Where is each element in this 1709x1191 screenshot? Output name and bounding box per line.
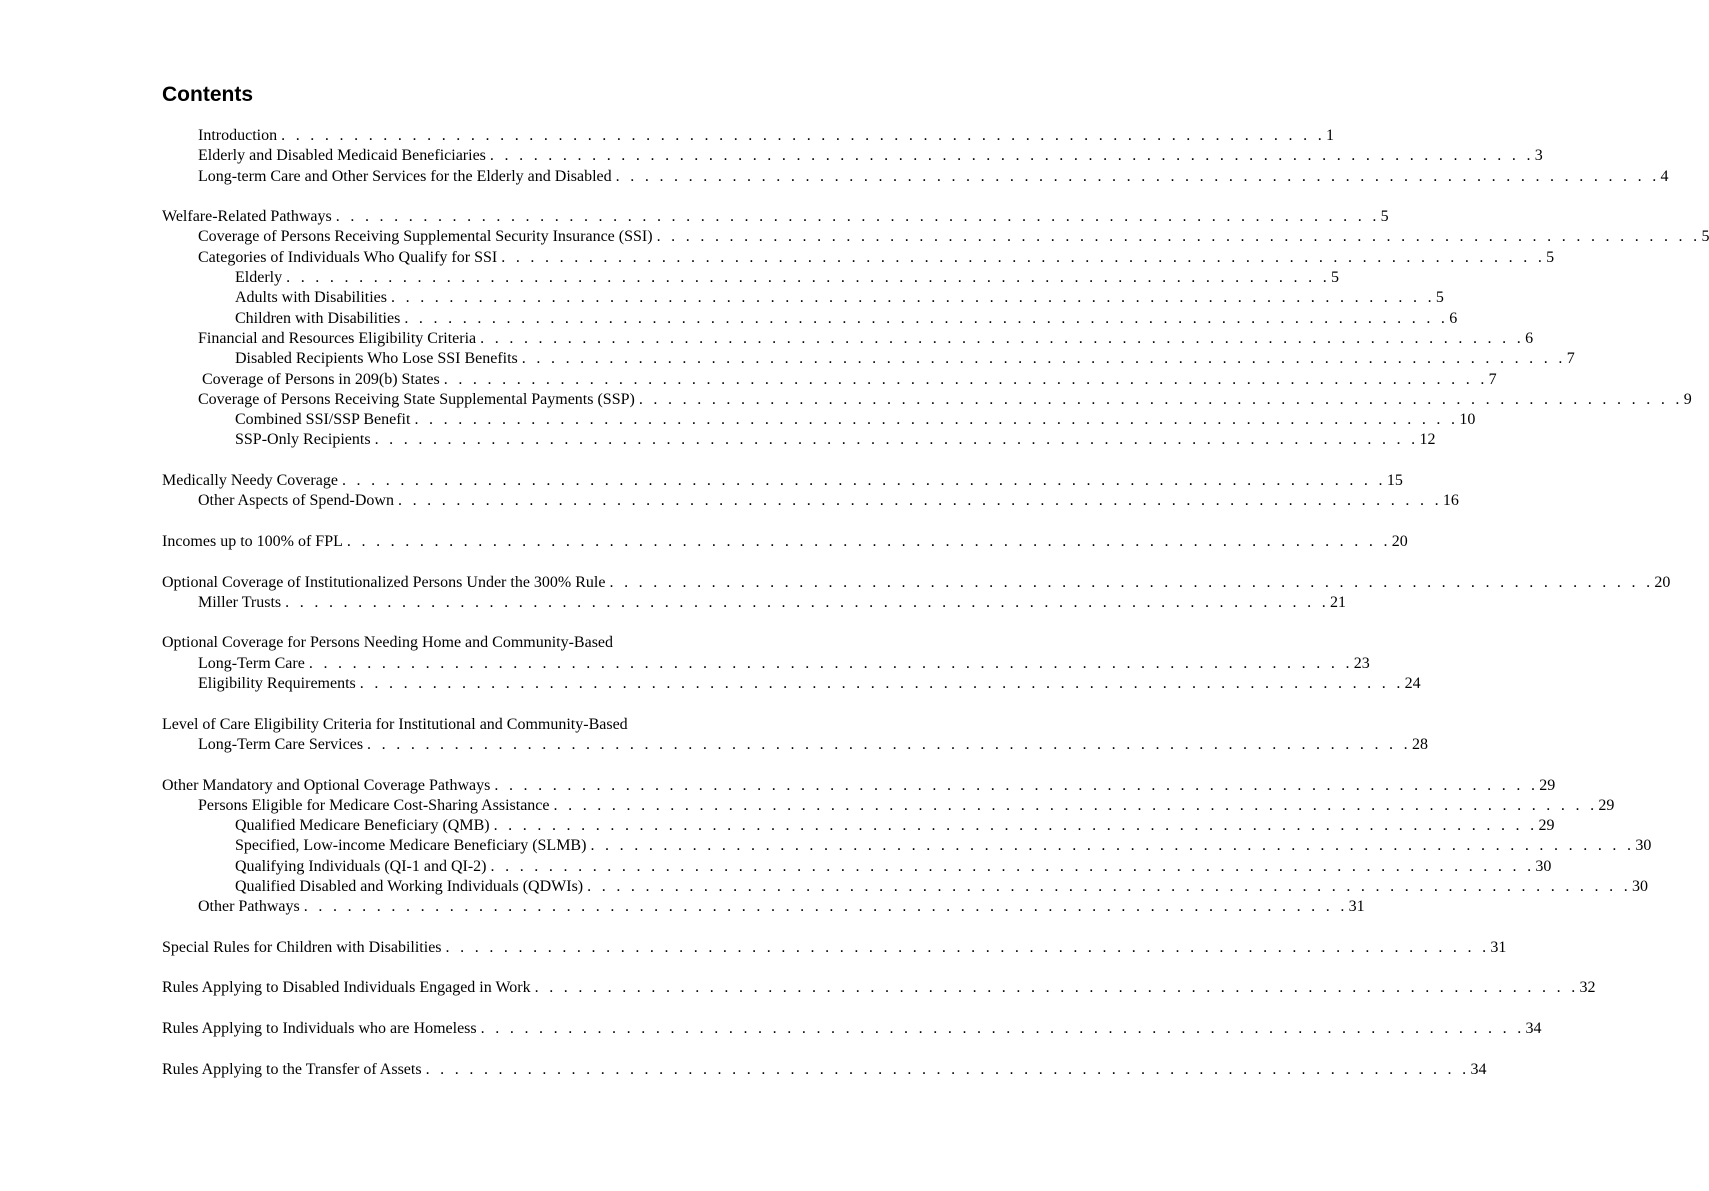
dot-leader: . . . . . . . . . . . . . . . . . . . . . . . . . . . . . . . . . . . . . . . . . . . . . . . . . . . . . . . . . . . . . . . . . . . . . . . .	[286, 269, 1330, 287]
dot-leader: . . . . . . . . . . . . . . . . . . . . . . . . . . . . . . . . . . . . . . . . . . . . . . . . . . . . . . . . . . . . . . . . . . . . . . . .	[638, 390, 1683, 408]
toc-entry[interactable]	[162, 857, 1552, 877]
dot-leader: . . . . . . . . . . . . . . . . . . . . . . . . . . . . . . . . . . . . . . . . . . . . . . . . . . . . . . . . . . . . . . . . . . . . . . . .	[425, 1060, 1470, 1078]
dot-leader: . . . . . . . . . . . . . . . . . . . . . . . . . . . . . . . . . . . . . . . . . . . . . . . . . . . . . . . . . . . . . . . . . . . . . . . .	[285, 593, 1330, 611]
toc-entry[interactable]	[162, 836, 1652, 856]
toc-entry-title: Long-term Care and Other Services for the Elderly and Disabled	[198, 167, 612, 185]
toc-entry-page: 20	[1654, 573, 1671, 591]
dot-leader: . . . . . . . . . . . . . . . . . . . . . . . . . . . . . . . . . . . . . . . . . . . . . . . . . . . . . . . . . . . . . . . . . . . . . . . .	[374, 431, 1419, 449]
toc-entry-page: 10	[1459, 411, 1476, 429]
toc-entry[interactable]	[162, 309, 1458, 329]
toc-entry-page: 6	[1449, 309, 1458, 327]
toc-entry-title: Medically Needy Coverage	[162, 472, 338, 490]
toc-entry-title: Miller Trusts	[198, 593, 282, 611]
dot-leader: . . . . . . . . . . . . . . . . . . . . . . . . . . . . . . . . . . . . . . . . . . . . . . . . . . . . . . . . . . . . . . . . . . . . . . . .	[489, 147, 1534, 165]
toc-entry[interactable]	[162, 126, 1334, 146]
dot-leader: . . . . . . . . . . . . . . . . . . . . . . . . . . . . . . . . . . . . . . . . . . . . . . . . . . . . . . . . . . . . . . . . . . . . . . . .	[346, 532, 1391, 550]
toc-entry[interactable]	[162, 370, 1497, 390]
toc-entry-title: Qualified Medicare Beneficiary (QMB)	[235, 817, 490, 835]
toc-entry-title: Welfare-Related Pathways	[162, 208, 332, 226]
toc-entry-title: SSP-Only Recipients	[235, 431, 371, 449]
toc-entry-page: 29	[1598, 796, 1615, 814]
toc-entry-title: Coverage of Persons Receiving Supplemental Security Insurance (SSI)	[198, 228, 653, 246]
toc-group-intro	[162, 126, 1669, 187]
toc-entry[interactable]	[162, 532, 1408, 552]
toc-entry[interactable]	[162, 471, 1403, 491]
dot-leader: . . . . . . . . . . . . . . . . . . . . . . . . . . . . . . . . . . . . . . . . . . . . . . . . . . . . . . . . . . . . . . . . . . . . . . . .	[590, 837, 1635, 855]
toc-entry-page: 15	[1386, 472, 1403, 490]
dot-leader: . . . . . . . . . . . . . . . . . . . . . . . . . . . . . . . . . . . . . . . . . . . . . . . . . . . . . . . . . . . . . . . . . . . . . . . .	[359, 675, 1404, 693]
toc-entry-title: Introduction	[198, 127, 278, 144]
toc-entry-page: 5	[1546, 248, 1555, 266]
dot-leader: . . . . . . . . . . . . . . . . . . . . . . . . . . . . . . . . . . . . . . . . . . . . . . . . . . . . . . . . . . . . . . . . . . . . . . . .	[615, 167, 1660, 185]
dot-leader: . . . . . . . . . . . . . . . . . . . . . . . . . . . . . . . . . . . . . . . . . . . . . . . . . . . . . . . . . . . . . . . . . . . . . . . .	[553, 796, 1598, 814]
toc-entry-title: Persons Eligible for Medicare Cost-Sharing Assistance	[198, 796, 550, 814]
toc-entry-title: Incomes up to 100% of FPL	[162, 532, 343, 550]
toc-entry-page: 31	[1348, 898, 1365, 916]
dot-leader: . . . . . . . . . . . . . . . . . . . . . . . . . . . . . . . . . . . . . . . . . . . . . . . . . . . . . . . . . . . . . . . . . . . . . . . .	[391, 289, 1435, 307]
toc-entry-title: Rules Applying to the Transfer of Assets	[162, 1060, 422, 1078]
toc-entry-title: Adults with Disabilities	[235, 289, 387, 307]
toc-group-level-of-care	[162, 715, 1428, 756]
toc-entry-title: Elderly and Disabled Medicaid Beneficiaries	[198, 147, 486, 165]
toc-entry-title: Rules Applying to Individuals who are Homeless	[162, 1020, 477, 1038]
toc-entry-title: Combined SSI/SSP Benefit	[235, 411, 411, 429]
toc-entry-page: 30	[1535, 857, 1552, 875]
toc-entry-page: 5	[1331, 269, 1339, 287]
toc-entry-title: Qualifying Individuals (QI-1 and QI-2)	[235, 857, 487, 875]
toc-entry-title: Long-Term Care Services	[198, 735, 364, 753]
toc-entry-page: 31	[1490, 938, 1507, 956]
toc-entry[interactable]	[162, 938, 1507, 958]
toc-entry-title: Financial and Resources Eligibility Criteria	[198, 329, 477, 347]
toc-entry-page: 23	[1353, 654, 1370, 672]
toc-group-children	[162, 938, 1507, 958]
toc-entry[interactable]	[162, 288, 1444, 308]
table-of-contents	[162, 126, 1709, 1100]
toc-entry-page: 29	[1539, 776, 1556, 794]
toc-entry[interactable]	[162, 978, 1596, 998]
dot-leader: . . . . . . . . . . . . . . . . . . . . . . . . . . . . . . . . . . . . . . . . . . . . . . . . . . . . . . . . . . . . . . . . . . . . . . . .	[445, 938, 1490, 956]
toc-group-other-pathways	[162, 776, 1652, 918]
toc-entry-title: Other Mandatory and Optional Coverage Pathways	[162, 776, 491, 794]
toc-group-transfer-assets	[162, 1060, 1487, 1080]
dot-leader: . . . . . . . . . . . . . . . . . . . . . . . . . . . . . . . . . . . . . . . . . . . . . . . . . . . . . . . . . . . . . . . . . . . . . . . .	[490, 857, 1535, 875]
toc-entry-page: 3	[1534, 147, 1543, 165]
toc-entry-page: 32	[1579, 979, 1596, 997]
dot-leader: . . . . . . . . . . . . . . . . . . . . . . . . . . . . . . . . . . . . . . . . . . . . . . . . . . . . . . . . . . . . . . . . . . . . . . . .	[534, 979, 1579, 997]
toc-entry[interactable]	[162, 349, 1575, 369]
toc-entry-page: 29	[1538, 817, 1555, 835]
toc-entry-page: 16	[1442, 492, 1459, 510]
toc-entry[interactable]	[162, 735, 1428, 755]
toc-entry[interactable]	[162, 796, 1615, 816]
dot-leader: . . . . . . . . . . . . . . . . . . . . . . . . . . . . . . . . . . . . . . . . . . . . . . . . . . . . . . . . . . . . . . . . . . . . . . . .	[414, 411, 1459, 429]
toc-entry-page: 6	[1525, 329, 1534, 347]
dot-leader: . . . . . . . . . . . . . . . . . . . . . . . . . . . . . . . . . . . . . . . . . . . . . . . . . . . . . . . . . . . . . . . . . . . . . . . .	[493, 817, 1538, 835]
toc-entry-page: 5	[1380, 208, 1389, 226]
toc-entry[interactable]	[162, 654, 1370, 674]
toc-entry-page: 24	[1404, 675, 1421, 693]
dot-leader: . . . . . . . . . . . . . . . . . . . . . . . . . . . . . . . . . . . . . . . . . . . . . . . . . . . . . . . . . . . . . . . . . . . . . . . .	[480, 1020, 1525, 1038]
toc-entry[interactable]	[162, 268, 1339, 288]
toc-entry[interactable]	[162, 593, 1347, 613]
toc-entry[interactable]	[162, 573, 1671, 593]
contents-heading: Contents	[162, 83, 253, 106]
toc-entry-page: 1	[1326, 127, 1334, 144]
toc-group-work	[162, 978, 1596, 998]
dot-leader: . . . . . . . . . . . . . . . . . . . . . . . . . . . . . . . . . . . . . . . . . . . . . . . . . . . . . . . . . . . . . . . . . . . . . . . .	[335, 208, 1380, 226]
toc-group-welfare	[162, 207, 1709, 451]
toc-entry-title: Optional Coverage of Institutionalized Persons Under the 300% Rule	[162, 573, 606, 591]
toc-entry-title: Qualified Disabled and Working Individuals (QDWIs)	[235, 877, 584, 895]
toc-entry-page: 21	[1330, 593, 1347, 611]
toc-entry-title: Coverage of Persons Receiving State Supplemental Payments (SSP)	[198, 390, 635, 408]
dot-leader: . . . . . . . . . . . . . . . . . . . . . . . . . . . . . . . . . . . . . . . . . . . . . . . . . . . . . . . . . . . . . . . . . . . . . . . .	[397, 492, 1442, 510]
toc-entry-page: 34	[1470, 1060, 1487, 1078]
toc-entry-title: Other Pathways	[198, 898, 300, 916]
toc-entry-page: 28	[1411, 735, 1428, 753]
dot-leader: . . . . . . . . . . . . . . . . . . . . . . . . . . . . . . . . . . . . . . . . . . . . . . . . . . . . . . . . . . . . . . . . . . . . . . . .	[521, 350, 1566, 368]
toc-entry-page: 5	[1435, 289, 1444, 307]
toc-entry-title-line[interactable]: Optional Coverage for Persons Needing Home and Community-Based	[162, 634, 614, 652]
toc-entry-title: Other Aspects of Spend-Down	[198, 492, 394, 510]
toc-entry[interactable]	[162, 390, 1692, 410]
toc-entry-title: Elderly	[235, 269, 283, 287]
dot-leader: . . . . . . . . . . . . . . . . . . . . . . . . . . . . . . . . . . . . . . . . . . . . . . . . . . . . . . . . . . . . . . . . . . . . . . . .	[303, 898, 1348, 916]
dot-leader: . . . . . . . . . . . . . . . . . . . . . . . . . . . . . . . . . . . . . . . . . . . . . . . . . . . . . . . . . . . . . . . . . . . . . . . .	[587, 877, 1632, 895]
toc-entry[interactable]	[162, 329, 1534, 349]
toc-entry-page: 9	[1683, 390, 1692, 408]
dot-leader: . . . . . . . . . . . . . . . . . . . . . . . . . . . . . . . . . . . . . . . . . . . . . . . . . . . . . . . . . . . . . . . . . . . . . . . .	[501, 248, 1546, 266]
toc-entry-title: Long-Term Care	[198, 654, 305, 672]
toc-entry[interactable]	[162, 227, 1709, 247]
toc-group-fpl	[162, 532, 1408, 552]
dot-leader: . . . . . . . . . . . . . . . . . . . . . . . . . . . . . . . . . . . . . . . . . . . . . . . . . . . . . . . . . . . . . . . . . . . . . . . .	[404, 309, 1449, 327]
toc-entry[interactable]	[162, 207, 1389, 227]
toc-entry-title: Special Rules for Children with Disabilities	[162, 938, 442, 956]
toc-entry-title: Rules Applying to Disabled Individuals Engaged in Work	[162, 979, 531, 997]
toc-entry[interactable]	[162, 248, 1555, 268]
toc-entry[interactable]	[162, 491, 1459, 511]
dot-leader: . . . . . . . . . . . . . . . . . . . . . . . . . . . . . . . . . . . . . . . . . . . . . . . . . . . . . . . . . . . . . . . . . . . . . . . .	[367, 735, 1411, 753]
toc-entry-title: Children with Disabilities	[235, 309, 401, 327]
dot-leader: . . . . . . . . . . . . . . . . . . . . . . . . . . . . . . . . . . . . . . . . . . . . . . . . . . . . . . . . . . . . . . . . . . . . . . . .	[609, 573, 1654, 591]
dot-leader: . . . . . . . . . . . . . . . . . . . . . . . . . . . . . . . . . . . . . . . . . . . . . . . . . . . . . . . . . . . . . . . . . . . . . . . .	[480, 329, 1525, 347]
toc-entry-page: 20	[1391, 532, 1408, 550]
toc-entry[interactable]	[162, 816, 1555, 836]
toc-group-homeless	[162, 1019, 1542, 1039]
toc-entry-page: 7	[1488, 370, 1497, 388]
dot-leader: . . . . . . . . . . . . . . . . . . . . . . . . . . . . . . . . . . . . . . . . . . . . . . . . . . . . . . . . . . . . . . . . . . . . . . . .	[494, 776, 1539, 794]
dot-leader: . . . . . . . . . . . . . . . . . . . . . . . . . . . . . . . . . . . . . . . . . . . . . . . . . . . . . . . . . . . . . . . . . . . . . . . .	[308, 654, 1353, 672]
toc-entry[interactable]	[162, 146, 1543, 166]
toc-entry-title-line[interactable]: Level of Care Eligibility Criteria for Institutional and Community-Based	[162, 715, 628, 733]
toc-entry[interactable]	[162, 167, 1669, 187]
dot-leader: . . . . . . . . . . . . . . . . . . . . . . . . . . . . . . . . . . . . . . . . . . . . . . . . . . . . . . . . . . . . . . . . . . . . . . . .	[341, 472, 1386, 490]
dot-leader: . . . . . . . . . . . . . . . . . . . . . . . . . . . . . . . . . . . . . . . . . . . . . . . . . . . . . . . . . . . . . . . . . . . . . . . .	[656, 228, 1701, 246]
dot-leader: . . . . . . . . . . . . . . . . . . . . . . . . . . . . . . . . . . . . . . . . . . . . . . . . . . . . . . . . . . . . . . . . . . . . . . . .	[281, 127, 1325, 144]
toc-entry-page: 12	[1419, 431, 1436, 449]
toc-group-institutionalized	[162, 573, 1671, 614]
toc-entry[interactable]	[162, 674, 1421, 694]
toc-entry[interactable]	[162, 430, 1436, 450]
dot-leader: . . . . . . . . . . . . . . . . . . . . . . . . . . . . . . . . . . . . . . . . . . . . . . . . . . . . . . . . . . . . . . . . . . . . . . . .	[443, 370, 1488, 388]
toc-entry[interactable]	[162, 1060, 1487, 1080]
toc-entry-title: Categories of Individuals Who Qualify for SSI	[198, 248, 498, 266]
toc-entry[interactable]	[162, 877, 1649, 897]
toc-entry-title: Disabled Recipients Who Lose SSI Benefits	[235, 350, 518, 368]
toc-entry-page: 5	[1701, 228, 1709, 246]
toc-entry-page: 7	[1566, 350, 1575, 368]
toc-entry[interactable]	[162, 1019, 1542, 1039]
toc-entry-title: Coverage of Persons in 209(b) States	[202, 370, 440, 388]
toc-entry-title: Eligibility Requirements	[198, 675, 356, 693]
toc-group-home-community	[162, 633, 1421, 694]
toc-entry-page: 4	[1660, 167, 1669, 185]
toc-entry[interactable]	[162, 776, 1556, 796]
toc-group-medically-needy	[162, 471, 1459, 512]
toc-entry[interactable]	[162, 897, 1365, 917]
toc-entry-page: 34	[1525, 1020, 1542, 1038]
toc-entry-page: 30	[1632, 877, 1649, 895]
toc-entry-page: 30	[1635, 837, 1652, 855]
toc-entry-title: Specified, Low-income Medicare Beneficiary (SLMB)	[235, 837, 587, 855]
toc-entry[interactable]	[162, 410, 1476, 430]
